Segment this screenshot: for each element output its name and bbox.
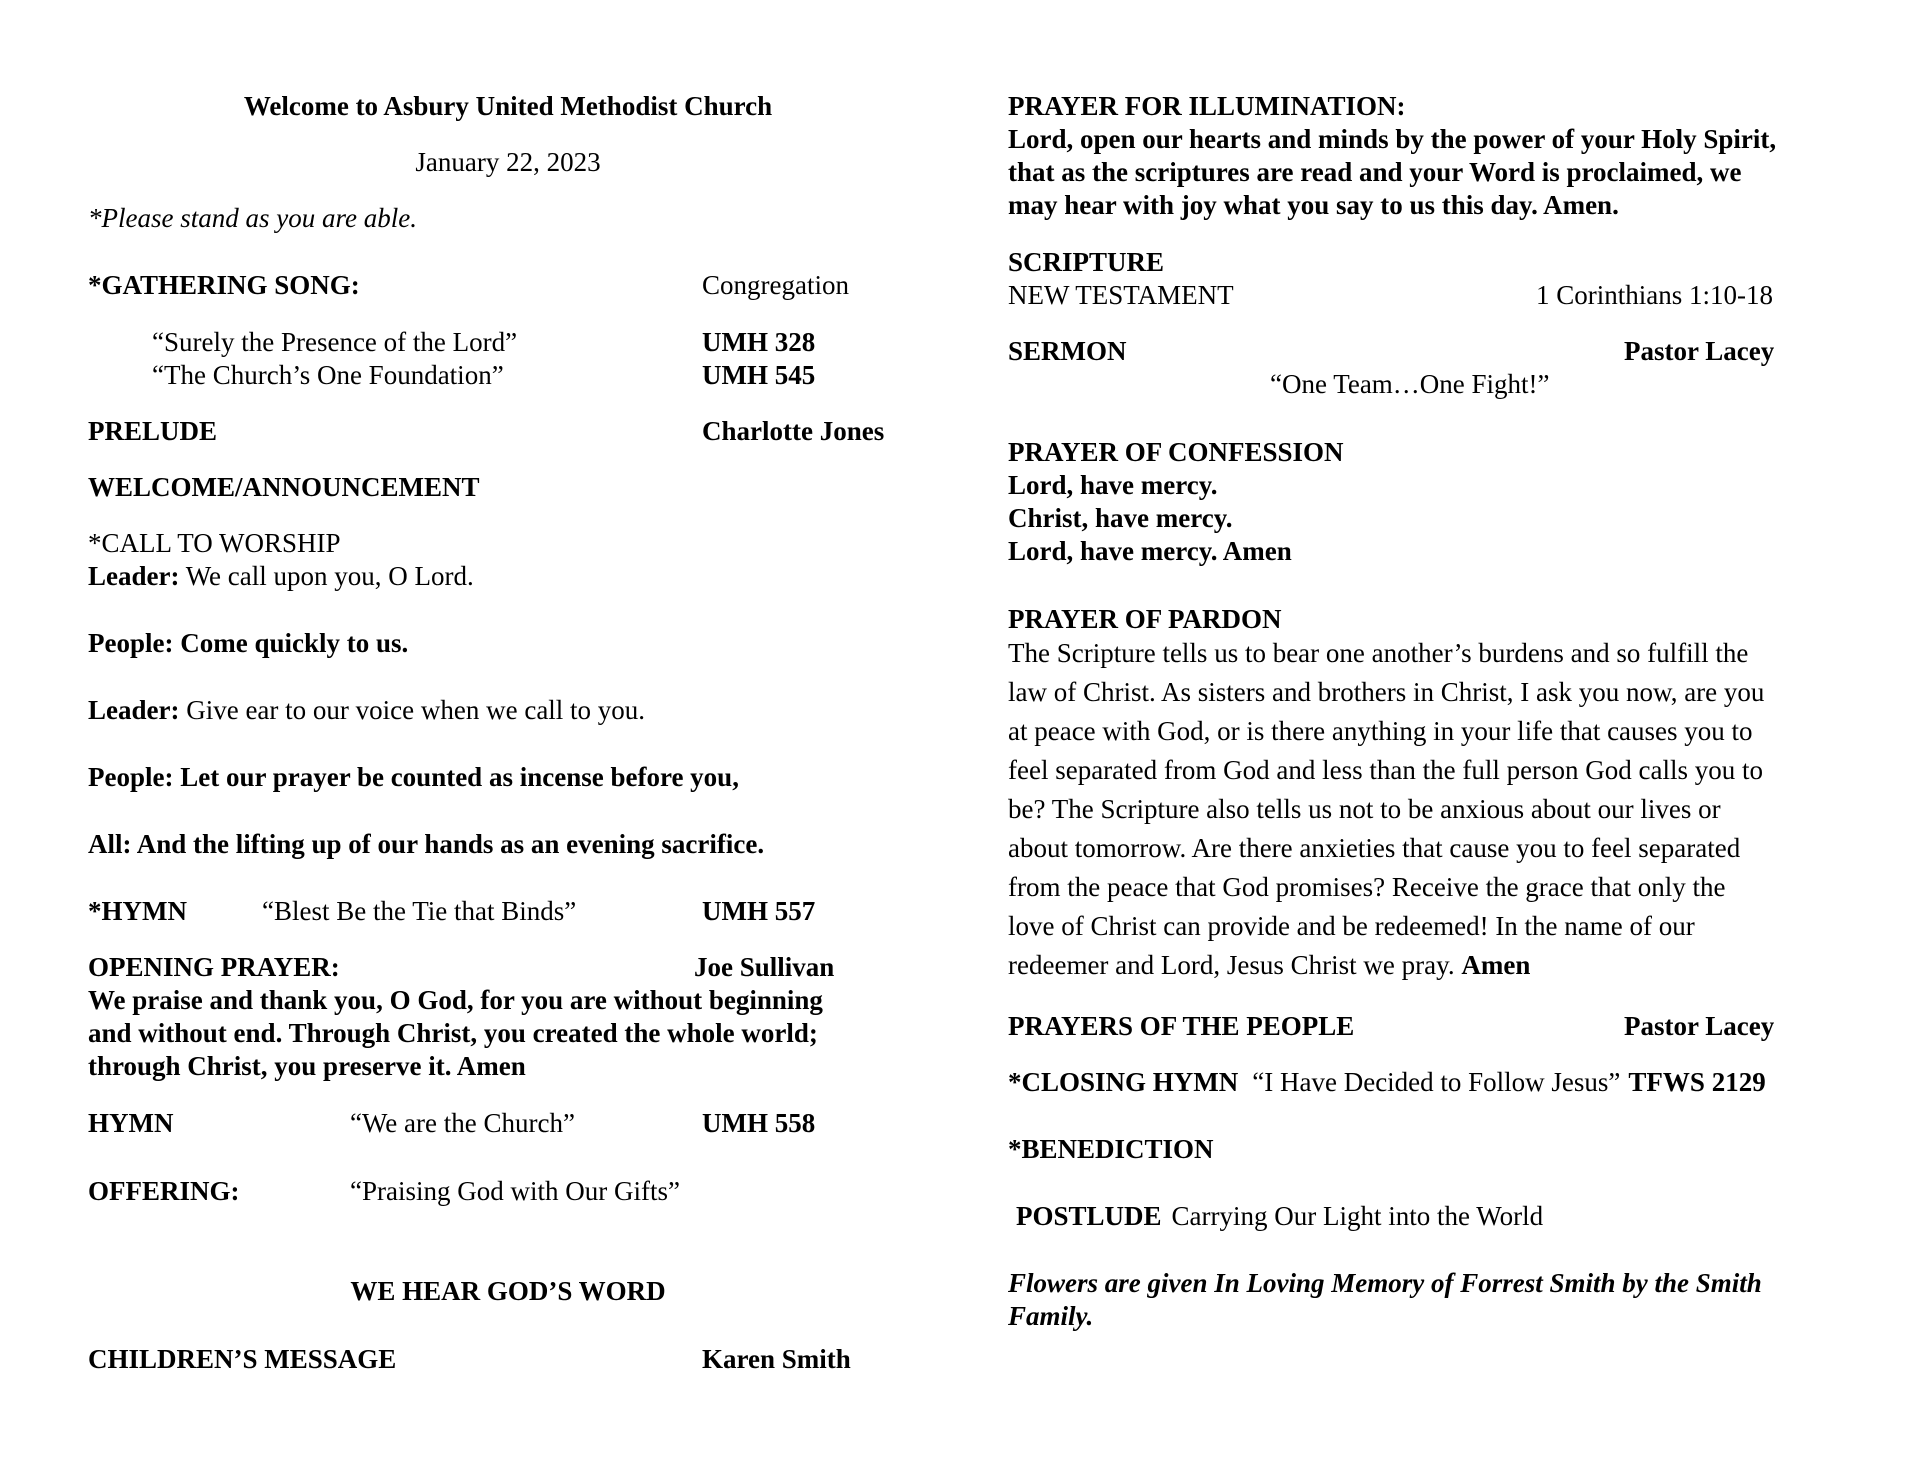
opening-prayer-leader: Joe Sullivan: [694, 952, 835, 982]
pardon-line: from the peace that God promises? Receive the grace that only the: [1008, 872, 1726, 902]
leader-label: Leader:: [88, 561, 180, 591]
hymn-label: HYMN: [88, 1108, 174, 1138]
call-leader-line: [88, 694, 645, 727]
gathering-song-number: UMH 328: [702, 327, 816, 357]
call-leader-line: [88, 560, 474, 593]
pardon-line: redeemer and Lord, Jesus Christ we pray.: [1008, 950, 1462, 980]
leader-text: Give ear to our voice when we call to you.: [179, 695, 646, 725]
confession-line: Lord, have mercy. Amen: [1008, 536, 1292, 566]
closing-hymn-title: “I Have Decided to Follow Jesus”: [1252, 1067, 1621, 1097]
illumination-label: PRAYER FOR ILLUMINATION:: [1008, 91, 1406, 121]
gathering-song-leader: Congregation: [702, 270, 849, 300]
service-date: January 22, 2023: [415, 147, 601, 177]
scripture-testament: NEW TESTAMENT: [1008, 280, 1234, 310]
leader-label: Leader:: [88, 695, 180, 725]
gathering-song-label: *GATHERING SONG:: [88, 270, 360, 300]
illumination-line: Lord, open our hearts and minds by the power of your Holy Spirit,: [1008, 124, 1777, 154]
opening-prayer-line: and without end. Through Christ, you created the whole world;: [88, 1018, 818, 1048]
pardon-line: be? The Scripture also tells us not to be anxious about our lives or: [1008, 794, 1721, 824]
confession-line: Lord, have mercy.: [1008, 470, 1218, 500]
sermon-leader: Pastor Lacey: [1624, 336, 1775, 366]
sermon-title: “One Team…One Fight!”: [1270, 369, 1550, 399]
illumination-line: that as the scriptures are read and your Word is proclaimed, we: [1008, 157, 1742, 187]
leader-text: We call upon you, O Lord.: [179, 561, 474, 591]
pardon-line-last: [1008, 949, 1530, 982]
closing-hymn-line: [1008, 1066, 1766, 1099]
prayers-people-label: PRAYERS OF THE PEOPLE: [1008, 1011, 1355, 1041]
prelude-leader: Charlotte Jones: [702, 416, 885, 446]
prayers-people-leader: Pastor Lacey: [1624, 1011, 1775, 1041]
pardon-amen: Amen: [1461, 950, 1531, 980]
childrens-message-leader: Karen Smith: [702, 1344, 851, 1374]
call-people-line: People: Let our prayer be counted as incense before you,: [88, 762, 739, 792]
call-to-worship-label: *CALL TO WORSHIP: [88, 528, 341, 558]
bulletin-title: Welcome to Asbury United Methodist Church: [243, 91, 773, 121]
confession-label: PRAYER OF CONFESSION: [1008, 437, 1344, 467]
section-heading: WE HEAR GOD’S WORD: [350, 1276, 666, 1306]
pardon-line: feel separated from God and less than the full person God calls you to: [1008, 755, 1764, 785]
hymn-title: “Blest Be the Tie that Binds”: [262, 896, 577, 926]
postlude-title: Carrying Our Light into the World: [1171, 1201, 1544, 1231]
pardon-line: The Scripture tells us to bear one another’s burdens and so fulfill the: [1008, 638, 1749, 668]
scripture-label: SCRIPTURE: [1008, 247, 1165, 277]
pardon-line: love of Christ can provide and be redeemed! In the name of our: [1008, 911, 1695, 941]
pardon-line: law of Christ. As sisters and brothers in Christ, I ask you now, are you: [1008, 677, 1765, 707]
opening-prayer-line: through Christ, you preserve it. Amen: [88, 1051, 526, 1081]
closing-hymn-number: TFWS 2129: [1628, 1067, 1766, 1097]
gathering-song-title: “Surely the Presence of the Lord”: [152, 327, 518, 357]
hymn-number: UMH 558: [702, 1108, 816, 1138]
confession-line: Christ, have mercy.: [1008, 503, 1233, 533]
sermon-label: SERMON: [1008, 336, 1127, 366]
gathering-song-number: UMH 545: [702, 360, 816, 390]
illumination-line: may hear with joy what you say to us this day. Amen.: [1008, 190, 1619, 220]
scripture-reference: 1 Corinthians 1:10-18: [1536, 280, 1773, 310]
flowers-dedication: Family.: [1008, 1301, 1094, 1331]
welcome-label: WELCOME/ANNOUNCEMENT: [88, 472, 480, 502]
opening-prayer-line: We praise and thank you, O God, for you are without beginning: [88, 985, 823, 1015]
gathering-song-title: “The Church’s One Foundation”: [152, 360, 504, 390]
pardon-line: at peace with God, or is there anything in your life that causes you to: [1008, 716, 1753, 746]
opening-prayer-label: OPENING PRAYER:: [88, 952, 340, 982]
call-all-line: All: And the lifting up of our hands as an evening sacrifice.: [88, 829, 765, 859]
closing-hymn-label: *CLOSING HYMN: [1008, 1067, 1239, 1097]
offering-title: “Praising God with Our Gifts”: [350, 1176, 680, 1206]
childrens-message-label: CHILDREN’S MESSAGE: [88, 1344, 397, 1374]
call-people-line: People: Come quickly to us.: [88, 628, 409, 658]
hymn-title: “We are the Church”: [350, 1108, 575, 1138]
stand-note: *Please stand as you are able.: [88, 203, 417, 233]
hymn-label: *HYMN: [88, 896, 187, 926]
offering-label: OFFERING:: [88, 1176, 240, 1206]
hymn-number: UMH 557: [702, 896, 816, 926]
benediction-label: *BENEDICTION: [1008, 1134, 1214, 1164]
prelude-label: PRELUDE: [88, 416, 218, 446]
pardon-line: about tomorrow. Are there anxieties that cause you to feel separated: [1008, 833, 1741, 863]
postlude-label: POSTLUDE: [1016, 1201, 1162, 1231]
pardon-label: PRAYER OF PARDON: [1008, 604, 1282, 634]
postlude-line: [1016, 1200, 1543, 1233]
flowers-dedication: Flowers are given In Loving Memory of Forrest Smith by the Smith: [1008, 1268, 1762, 1298]
